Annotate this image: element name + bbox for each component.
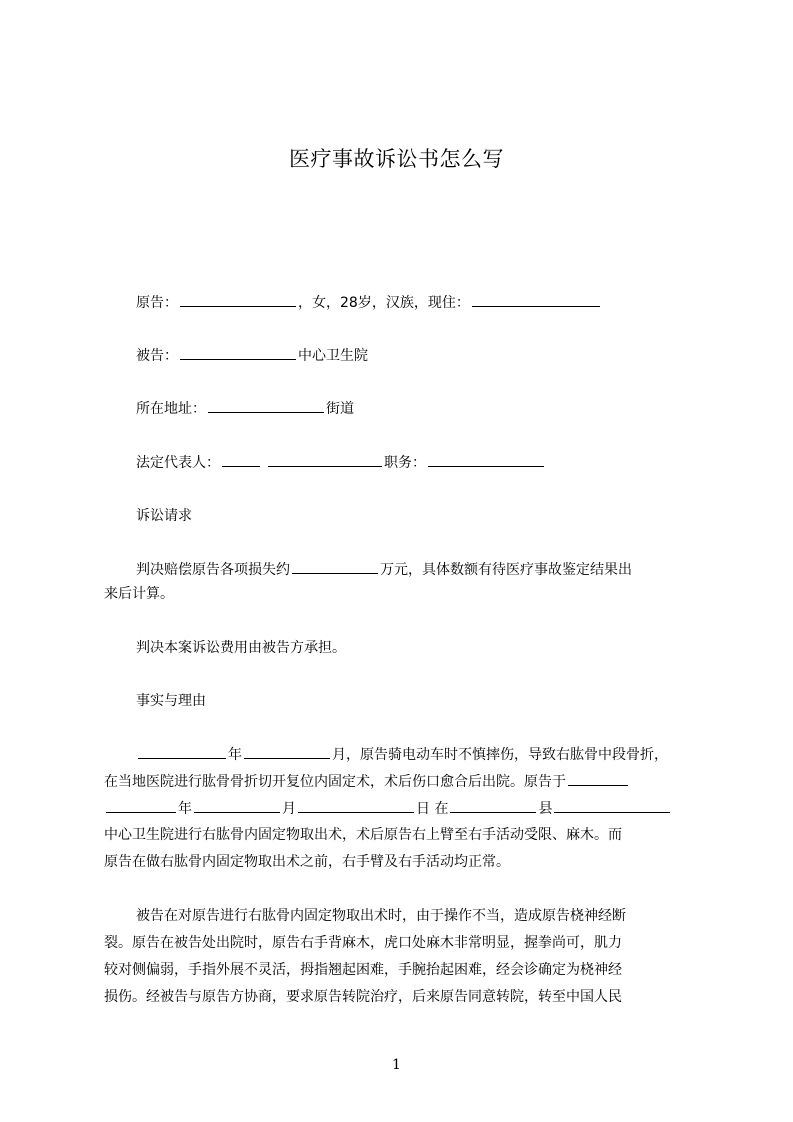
representative-blank-1 — [222, 452, 260, 467]
defendant-suffix: 中心卫生院 — [298, 348, 368, 364]
facts-para1-line4: 中心卫生院进行右肱骨内固定物取出术，术后原告右上臂至右手活动受限、麻木。而 — [104, 827, 622, 843]
plaintiff-label: 原告： — [136, 295, 178, 311]
surgery-year-label: 年 — [178, 801, 192, 817]
claims-heading: 诉讼请求 — [136, 508, 192, 524]
surgery-day-blank — [298, 798, 414, 813]
facts-heading: 事实与理由 — [136, 693, 206, 709]
address-line — [136, 398, 354, 419]
defendant-label: 被告： — [136, 348, 178, 364]
claim1-continued: 来后计算。 — [104, 586, 174, 602]
surgery-month-blank — [194, 798, 280, 813]
facts-para1-line5: 原告在做右肱骨内固定物取出术之前，右手臂及右手活动均正常。 — [104, 854, 510, 870]
claim1-amount-blank — [292, 559, 378, 574]
position-blank — [428, 452, 544, 467]
claim1-line — [136, 559, 632, 580]
surgery-month-label: 月 — [282, 801, 296, 817]
claim2-line: 判决本案诉讼费用由被告方承担。 — [136, 640, 346, 656]
plaintiff-details: ，女，28岁，汉族，现住： — [298, 295, 470, 311]
hospital-name-blank — [554, 798, 670, 813]
facts-para2-line2: 裂。原告在被告处出院时，原告右手背麻木，虎口处麻木非常明显，握拳尚可，肌力 — [104, 935, 622, 951]
claim1-suffix: 万元，具体数额有待医疗事故鉴定结果出 — [380, 562, 632, 578]
plaintiff-address-blank — [472, 292, 600, 307]
document-title: 医疗事故诉讼书怎么写 — [289, 147, 504, 171]
representative-label: 法定代表人： — [136, 455, 220, 471]
county-label: 县 — [538, 801, 553, 817]
position-label: 职务： — [384, 455, 426, 471]
surgery-year-blank-a — [568, 771, 628, 786]
incident-year-label: 年 — [228, 747, 242, 763]
representative-blank-2 — [268, 452, 382, 467]
plaintiff-name-blank — [180, 292, 296, 307]
facts-para1-line2 — [104, 771, 630, 792]
representative-line — [136, 452, 546, 473]
facts-para1-line2-text: 在当地医院进行肱骨骨折切开复位内固定术，术后伤口愈合后出院。原告于 — [104, 774, 566, 790]
surgery-day-label: 日 在 — [416, 801, 449, 817]
defendant-name-blank — [180, 345, 296, 360]
facts-para2-line4: 损伤。经被告与原告方协商，要求原告转院治疗，后来原告同意转院，转至中国人民 — [104, 989, 622, 1005]
incident-month-text: 月，原告骑电动车时不慎摔伤，导致右肱骨中段骨折， — [332, 747, 668, 763]
incident-month-blank — [244, 744, 330, 759]
facts-para1-line1 — [136, 744, 668, 765]
address-blank — [208, 398, 324, 413]
claim1-prefix: 判决赔偿原告各项损失约 — [136, 562, 290, 578]
address-label: 所在地址： — [136, 401, 206, 417]
facts-para1-line3 — [104, 798, 672, 819]
incident-year-blank — [138, 744, 226, 759]
surgery-year-blank-b — [106, 798, 176, 813]
plaintiff-line — [136, 292, 602, 313]
page-number: 1 — [392, 1057, 401, 1073]
facts-para2-line1: 被告在对原告进行右肱骨内固定物取出术时，由于操作不当，造成原告桡神经断 — [136, 908, 626, 924]
defendant-line — [136, 345, 368, 366]
county-blank — [450, 798, 536, 813]
address-suffix: 街道 — [326, 401, 354, 417]
facts-para2-line3: 较对侧偏弱，手指外展不灵活，拇指翘起困难，手腕抬起困难，经会诊确定为桡神经 — [104, 962, 622, 978]
